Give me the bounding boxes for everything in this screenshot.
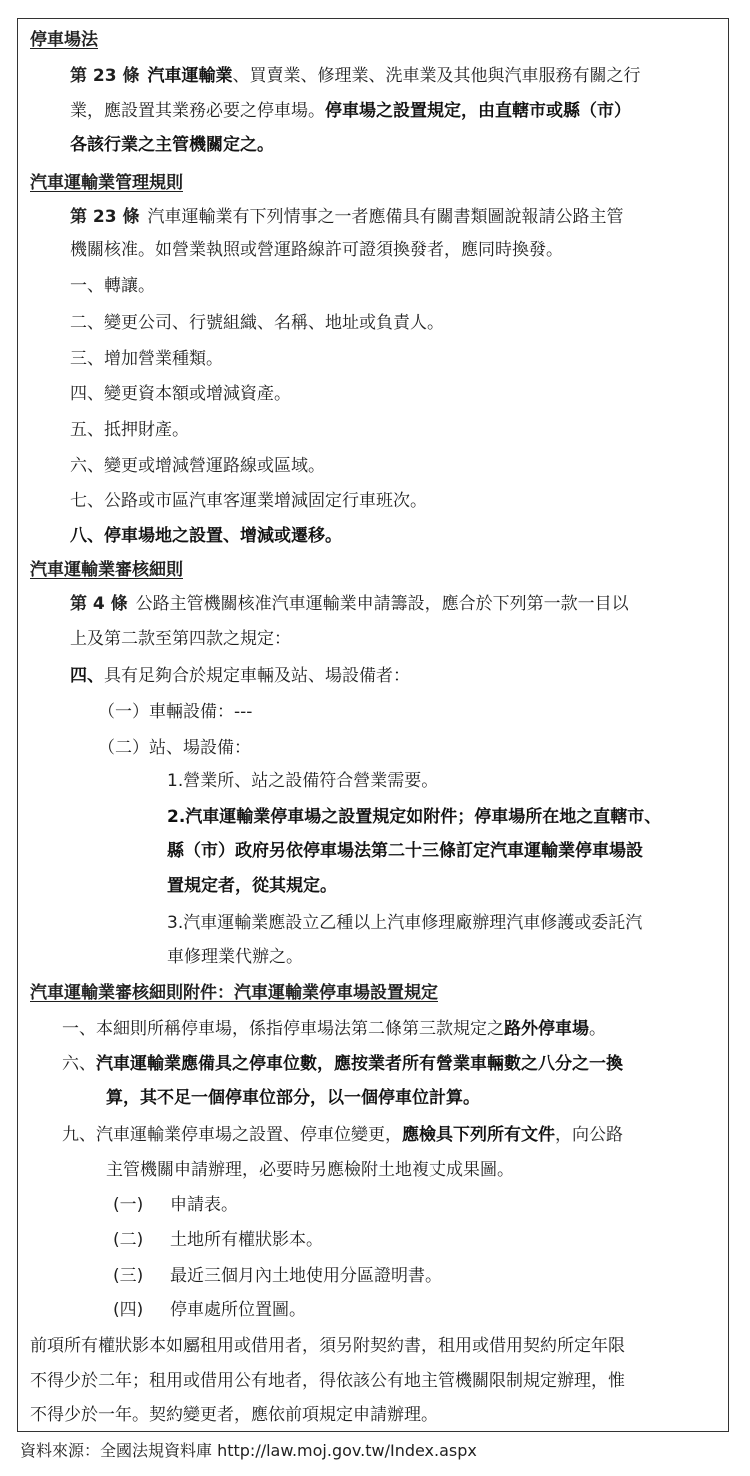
source-citation: 資料來源：全國法規資料庫 http://law.moj.gov.tw/Index.aspx <box>20 1441 477 1460</box>
clause: 1.營業所、站之設備符合營業需要。 <box>167 771 439 791</box>
article-line: 第 4 條 公路主管機關核准汽車運輸業申請籌設，應合於下列第一款一目以 <box>70 594 629 614</box>
doc-text: 土地所有權狀影本。 <box>170 1230 323 1250</box>
article-number: 第 23 條 <box>70 66 140 86</box>
list-item: 九、汽車運輸業停車場之設置、停車位變更，應檢具下列所有文件，向公路 <box>62 1125 623 1145</box>
doc-text: 申請表。 <box>170 1195 238 1215</box>
tail-paragraph-line: 前項所有權狀影本如屬租用或借用者，須另附契約書，租用或借用契約所定年限 <box>30 1336 625 1356</box>
list-item: 六、變更或增減營運路線或區域。 <box>70 456 325 476</box>
list-item: 算，其不足一個停車位部分，以一個停車位計算。 <box>106 1088 480 1108</box>
doc-num: (四) <box>113 1300 144 1320</box>
section-heading-transport-rules: 汽車運輸業管理規則 <box>30 173 183 193</box>
article-number: 第 4 條 <box>70 594 128 614</box>
clause: 置規定者，從其規定。 <box>167 876 337 896</box>
article-line: 第 23 條 汽車運輸業、買賣業、修理業、洗車業及其他與汽車服務有關之行 <box>70 66 641 86</box>
document-frame <box>17 18 729 1432</box>
doc-num: (二) <box>113 1230 144 1250</box>
article-line: 業，應設置其業務必要之停車場。停車場之設置規定，由直轄市或縣（市） <box>70 101 631 121</box>
list-item: 四、具有足夠合於規定車輛及站、場設備者： <box>70 666 410 686</box>
section-heading-review-rules: 汽車運輸業審核細則 <box>30 560 183 580</box>
section-heading-parking-act: 停車場法 <box>30 30 98 50</box>
clause: 3.汽車運輸業應設立乙種以上汽車修理廠辦理汽車修護或委託汽 <box>167 913 643 933</box>
list-item: 二、變更公司、行號組織、名稱、地址或負責人。 <box>70 313 444 333</box>
clause: 車修理業代辦之。 <box>167 947 303 967</box>
article-line: 機關核准。如營業執照或營運路線許可證須換發者，應同時換發。 <box>70 240 563 260</box>
doc-num: (三) <box>113 1266 144 1286</box>
sub-item: （一）車輛設備：--- <box>98 702 253 722</box>
article-line: 第 23 條 汽車運輸業有下列情事之一者應備具有關書類圖說報請公路主管 <box>70 207 624 227</box>
clause: 縣（市）政府另依停車場法第二十三條訂定汽車運輸業停車場設 <box>167 841 643 861</box>
doc-text: 停車處所位置圖。 <box>170 1300 306 1320</box>
list-item: 一、本細則所稱停車場，係指停車場法第二條第三款規定之路外停車場。 <box>62 1019 606 1039</box>
article-line: 各該行業之主管機關定之。 <box>70 135 274 155</box>
article-number: 第 23 條 <box>70 207 140 227</box>
list-item: 七、公路或市區汽車客運業增減固定行車班次。 <box>70 491 427 511</box>
article-line: 上及第二款至第四款之規定： <box>70 629 291 649</box>
list-item: 八、停車場地之設置、增減或遷移。 <box>70 526 342 546</box>
list-item: 一、轉讓。 <box>70 276 155 296</box>
list-item: 四、變更資本額或增減資產。 <box>70 384 291 404</box>
section-heading-parking-regulation: 汽車運輸業審核細則附件：汽車運輸業停車場設置規定 <box>30 983 438 1003</box>
list-item: 主管機關申請辦理，必要時另應檢附土地複丈成果圖。 <box>106 1160 514 1180</box>
tail-paragraph-line: 不得少於二年；租用或借用公有地者，得依該公有地主管機關限制規定辦理，惟 <box>30 1371 625 1391</box>
list-item: 三、增加營業種類。 <box>70 349 223 369</box>
list-item: 六、汽車運輸業應備具之停車位數，應按業者所有營業車輛數之八分之一換 <box>62 1054 623 1074</box>
list-item: 五、抵押財產。 <box>70 420 189 440</box>
doc-num: (一) <box>113 1195 144 1215</box>
doc-text: 最近三個月內土地使用分區證明書。 <box>170 1266 442 1286</box>
tail-paragraph-line: 不得少於一年。契約變更者，應依前項規定申請辦理。 <box>30 1405 438 1425</box>
sub-item: （二）站、場設備： <box>98 738 251 758</box>
clause: 2.汽車運輸業停車場之設置規定如附件；停車場所在地之直轄市、 <box>167 807 662 827</box>
